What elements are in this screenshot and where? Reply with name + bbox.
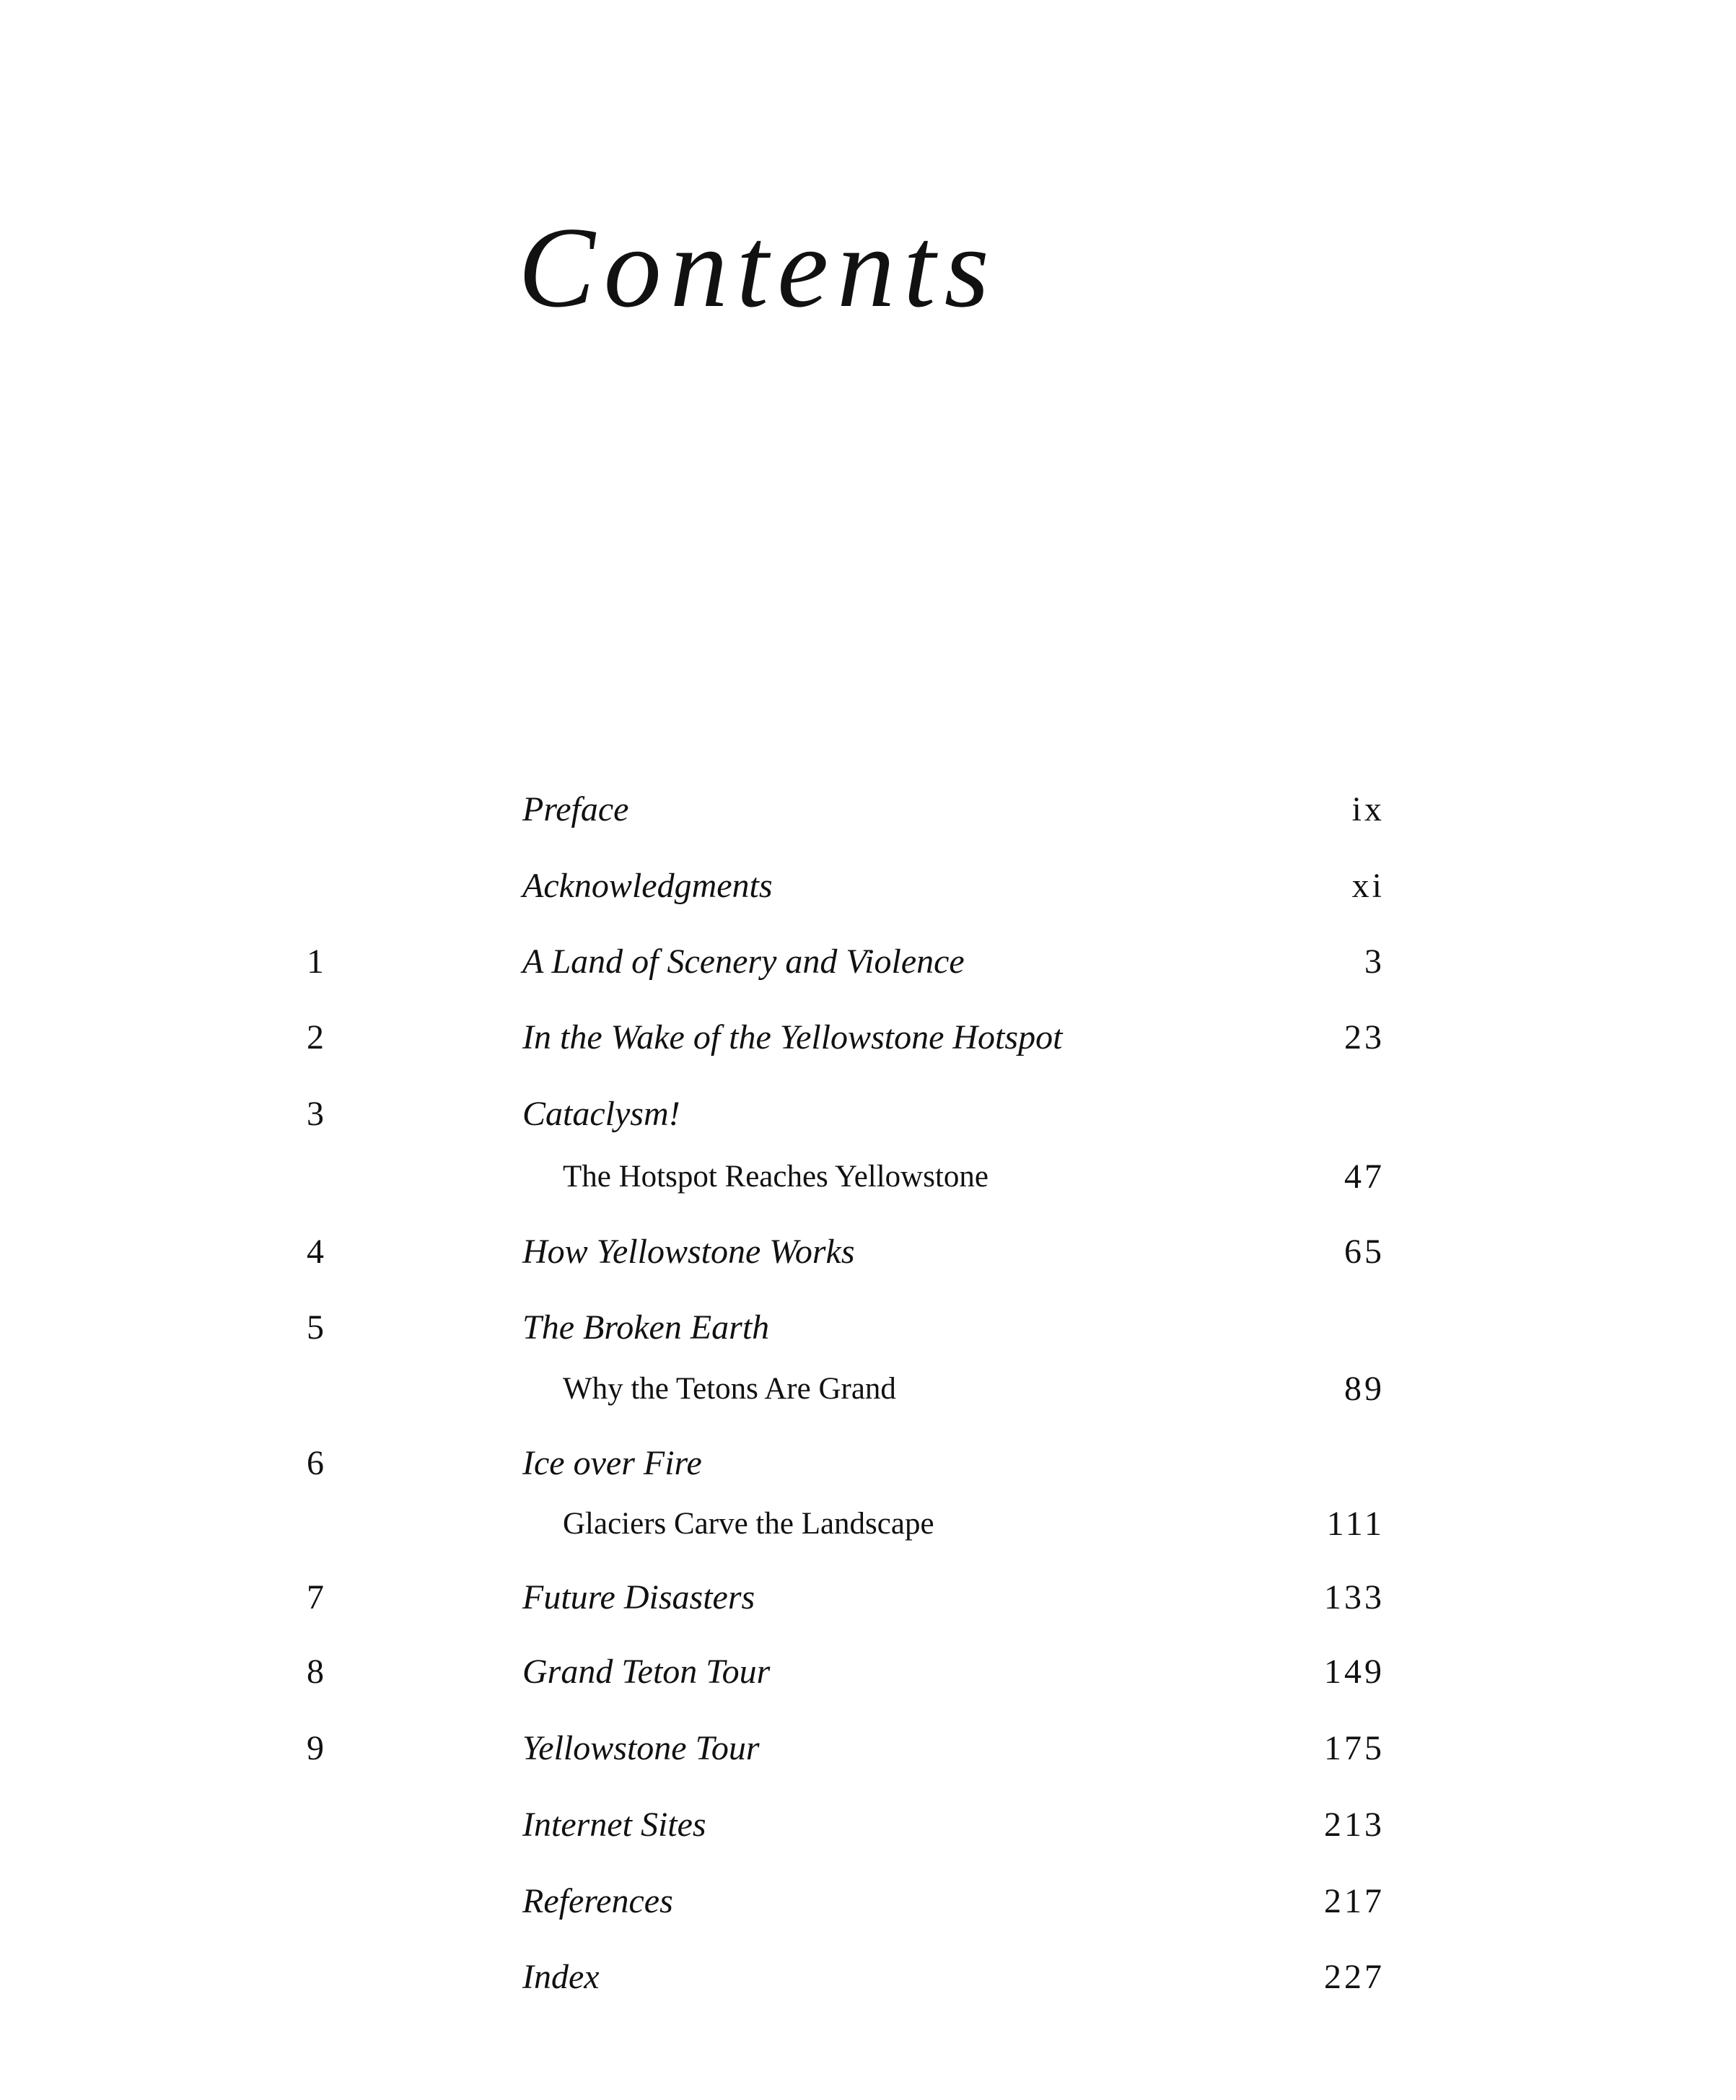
toc-entry-chapter-3-subtitle[interactable]	[0, 1145, 1736, 1209]
entry-title: The Broken Earth	[522, 1308, 770, 1347]
toc-entry-index[interactable]	[0, 1945, 1736, 2010]
entry-title: Grand Teton Tour	[522, 1653, 771, 1691]
entry-title: Cataclysm!	[522, 1095, 680, 1133]
page-number: ix	[1351, 790, 1385, 828]
entry-title: Ice over Fire	[522, 1444, 702, 1482]
page-number: 213	[1324, 1806, 1385, 1844]
entry-subtitle: Why the Tetons Are Grand	[563, 1372, 896, 1406]
entry-title: Preface	[522, 790, 629, 828]
chapter-number: 8	[307, 1653, 324, 1691]
page-number: 149	[1324, 1653, 1385, 1691]
page-number: 217	[1324, 1882, 1385, 1920]
page-number: 133	[1324, 1578, 1385, 1616]
page-number: 89	[1344, 1370, 1385, 1408]
toc-entry-chapter-8[interactable]	[0, 1640, 1736, 1705]
toc-entry-chapter-5-subtitle[interactable]	[0, 1357, 1736, 1422]
entry-subtitle: The Hotspot Reaches Yellowstone	[563, 1160, 988, 1194]
page-number: 65	[1344, 1233, 1385, 1271]
page-number: 175	[1324, 1729, 1385, 1767]
toc-entry-chapter-6[interactable]	[0, 1431, 1736, 1496]
page-number: 3	[1364, 942, 1385, 981]
page-number: 227	[1324, 1958, 1385, 1996]
entry-title: Yellowstone Tour	[522, 1729, 760, 1767]
page-number: xi	[1351, 867, 1385, 905]
entry-subtitle: Glaciers Carve the Landscape	[563, 1507, 934, 1541]
toc-entry-chapter-2[interactable]	[0, 1005, 1736, 1070]
chapter-number: 2	[307, 1018, 324, 1056]
toc-entry-internet-sites[interactable]	[0, 1793, 1736, 1858]
toc-entry-chapter-3[interactable]	[0, 1082, 1736, 1147]
chapter-number: 7	[307, 1578, 324, 1616]
entry-title: Future Disasters	[522, 1578, 755, 1616]
page-number: 23	[1344, 1018, 1385, 1056]
toc-entry-preface[interactable]	[0, 777, 1736, 842]
entry-title: Acknowledgments	[522, 867, 773, 905]
entry-title: In the Wake of the Yellowstone Hotspot	[522, 1018, 1063, 1056]
entry-title: A Land of Scenery and Violence	[522, 942, 965, 981]
toc-entry-acknowledgments[interactable]	[0, 854, 1736, 919]
entry-title: Index	[522, 1958, 600, 1996]
toc-entry-chapter-7[interactable]	[0, 1565, 1736, 1630]
entry-title: How Yellowstone Works	[522, 1233, 855, 1271]
toc-entry-chapter-9[interactable]	[0, 1716, 1736, 1781]
page-title: Contents	[518, 203, 998, 331]
entry-title: References	[522, 1882, 673, 1920]
chapter-number: 6	[307, 1444, 324, 1482]
toc-entry-references[interactable]	[0, 1869, 1736, 1934]
chapter-number: 3	[307, 1095, 324, 1133]
toc-entry-chapter-4[interactable]	[0, 1220, 1736, 1285]
chapter-number: 4	[307, 1233, 324, 1271]
chapter-number: 5	[307, 1308, 324, 1347]
page-number: 47	[1344, 1158, 1385, 1196]
toc-entry-chapter-6-subtitle[interactable]	[0, 1492, 1736, 1557]
entry-title: Internet Sites	[522, 1806, 706, 1844]
toc-entry-chapter-1[interactable]	[0, 929, 1736, 994]
toc-entry-chapter-5[interactable]	[0, 1295, 1736, 1360]
chapter-number: 1	[307, 942, 324, 981]
page-number: 111	[1326, 1505, 1385, 1543]
chapter-number: 9	[307, 1729, 324, 1767]
